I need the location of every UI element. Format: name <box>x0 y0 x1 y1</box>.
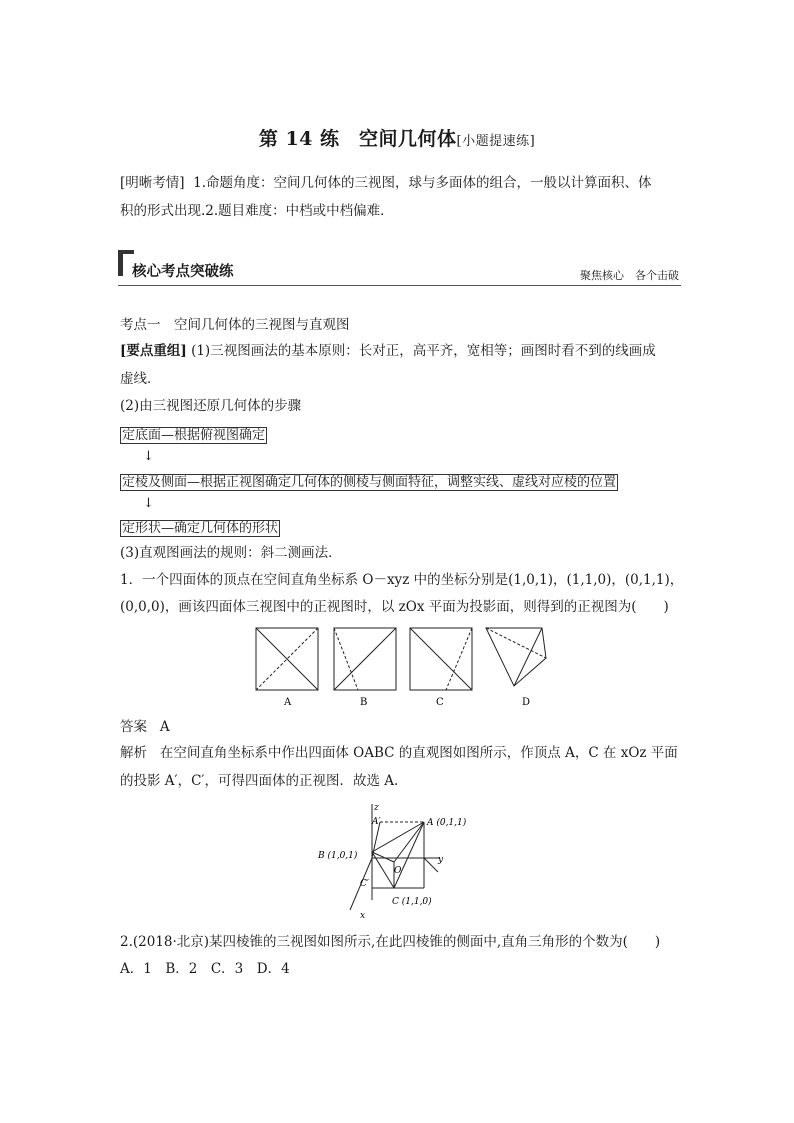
key-points-text-1: (1)三视图画法的基本原则：长对正，高平齐，宽相等；画图时看不到的线画成 <box>191 343 656 359</box>
option-b-figure <box>334 628 396 690</box>
answer-label: 答案 <box>120 719 147 735</box>
section-header <box>118 250 681 286</box>
analysis-label: 解析 <box>120 745 147 761</box>
title-main: 第 14 练 空间几何体 <box>258 128 457 150</box>
flow-box-1: 定底面—根据俯视图确定 <box>122 428 266 443</box>
title-tag: [小题提速练] <box>456 134 536 149</box>
key-points-line-1 <box>120 340 656 362</box>
label-z: z <box>374 803 379 813</box>
section-name: 核心考点突破练 <box>132 264 234 280</box>
intro-line-1 <box>120 172 652 194</box>
intro-label: [明晰考情] <box>120 175 185 191</box>
answer-value: A <box>159 719 170 735</box>
flow-box-3: 定形状—确定几何体的形状 <box>122 521 279 536</box>
label-a-prime: A′ <box>372 817 381 827</box>
flow-arrow-1: ↓ <box>143 449 154 464</box>
label-b: B (1,0,1) <box>318 851 358 861</box>
q2-choices: A．1 B．2 C．3 D．4 <box>120 961 290 977</box>
intro-line-2: 积的形式出现.2.题目难度：中档或中档偏难． <box>120 203 394 219</box>
option-a-label: A <box>284 697 292 708</box>
q1-line-2: (0,0,0)，画该四面体三视图中的正视图时，以 zOx 平面为投影面，则得到的正视图为( ) <box>120 599 669 615</box>
q1-answer <box>120 716 170 738</box>
option-a-figure <box>256 628 318 690</box>
label-c: C (1,1,0) <box>392 897 432 907</box>
key-points-line-2: 虚线． <box>120 371 161 387</box>
flow-box-2: 定棱及侧面—根据正视图确定几何体的侧棱与侧面特征，调整实线、虚线对应棱的位置 <box>122 475 617 490</box>
q2-line-1: 2.(2018·北京)某四棱锥的三视图如图所示,在此四棱锥的侧面中,直角三角形的个数为( ) <box>120 934 661 950</box>
label-o: O <box>394 866 402 876</box>
key-points-step-3: (3)直观图画法的规则：斜二测画法． <box>120 545 342 561</box>
option-c-label: C <box>436 697 444 708</box>
flow-arrow-2: ↓ <box>143 496 154 511</box>
y-axis-tick <box>424 858 438 872</box>
option-b-label: B <box>360 697 368 708</box>
tetrahedron-diagram <box>310 800 510 920</box>
label-y: y <box>438 855 444 865</box>
option-c-figure <box>410 628 472 690</box>
page-title <box>0 124 794 151</box>
q1-analysis-line-1 <box>120 742 678 764</box>
intro-text-1: 1.命题角度：空间几何体的三视图，球与多面体的组合，一般以计算面积、体 <box>193 175 652 191</box>
label-c-prime: C′ <box>360 879 369 889</box>
flow-step-3 <box>120 517 280 536</box>
flow-step-2 <box>120 471 618 490</box>
projection-top <box>380 822 424 874</box>
flow-step-1 <box>120 424 267 443</box>
section-rule <box>118 285 681 286</box>
key-points-step-2: (2)由三视图还原几何体的步骤 <box>120 398 302 414</box>
label-x: x <box>360 911 366 920</box>
label-a: A (0,1,1) <box>427 818 467 828</box>
option-d-figure <box>486 628 546 686</box>
q1-options-figure <box>250 622 550 712</box>
analysis-text-1: 在空间直角坐标系中作出四面体 OABC 的直观图如图所示，作顶点 A，C 在 xOz 平面 <box>159 745 678 761</box>
edge-ac <box>394 822 424 888</box>
q1-line-1: 1．一个四面体的顶点在空间直角坐标系 O－xyz 中的坐标分别是(1,0,1)，(1,1,0)，(0,1,1)， <box>120 572 684 588</box>
q1-analysis-line-2: 的投影 A′，C′，可得四面体的正视图．故选 A. <box>120 773 399 789</box>
key-points-label: [要点重组] <box>120 343 187 359</box>
section-tagline: 聚焦核心 各个击破 <box>580 269 679 282</box>
section-bracket-horizontal <box>118 250 134 254</box>
option-d-label: D <box>522 697 531 708</box>
kaodian-heading: 考点一 空间几何体的三视图与直观图 <box>120 317 350 333</box>
